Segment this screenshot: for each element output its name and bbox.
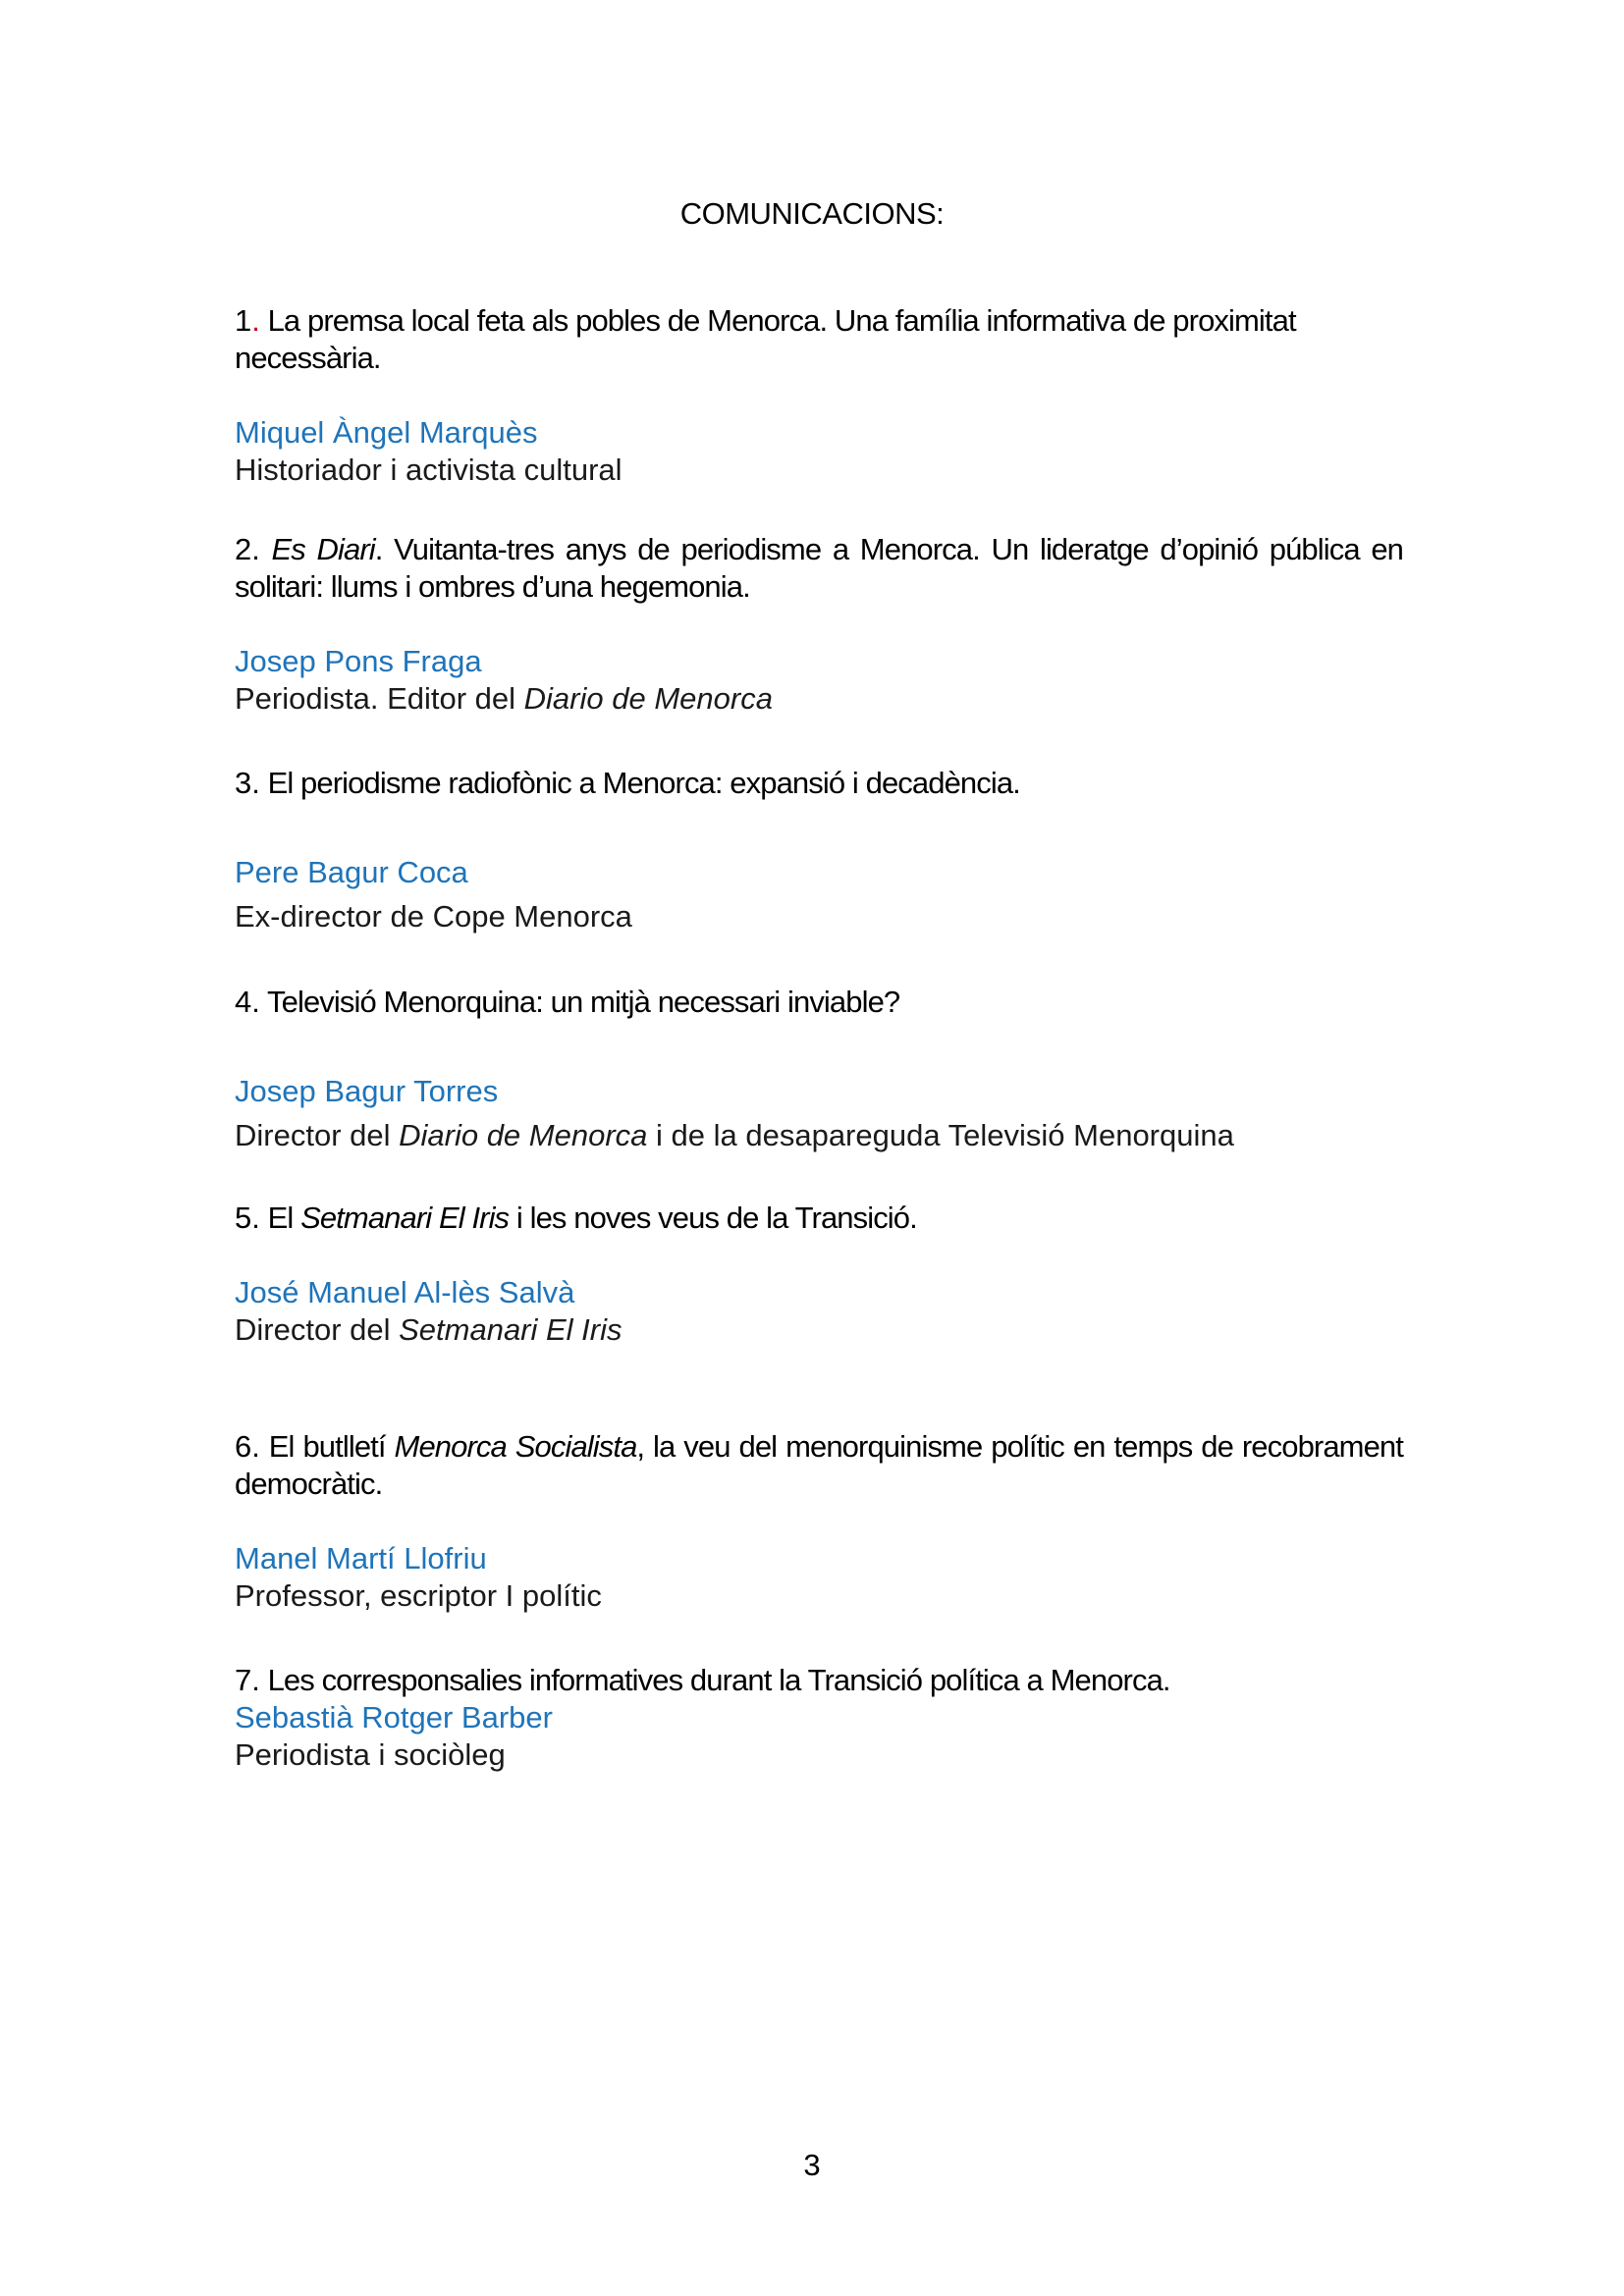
communication-item-5: [235, 1200, 1403, 1349]
item-number: 6.: [235, 1429, 260, 1464]
item-title: 7. Les corresponsalies informatives durant la Transició política a Menorca.: [235, 1663, 1170, 1697]
author-name: Josep Bagur Torres: [235, 1074, 499, 1108]
author-role: Historiador i activista cultural: [235, 453, 623, 487]
communication-item-6: [235, 1428, 1403, 1615]
item-number: 5.: [235, 1201, 260, 1235]
page-number: 3: [803, 2148, 821, 2182]
communication-item-3: [235, 765, 1403, 802]
communication-item-7: [235, 1662, 1403, 1774]
communication-item-4-role: [235, 1117, 1403, 1154]
communication-item-3-role: [235, 898, 1403, 935]
item-title: 4. Televisió Menorquina: un mitjà necessari inviable?: [235, 985, 900, 1019]
item-title: 5. El Setmanari El Iris i les noves veus de la Transició.: [235, 1201, 917, 1235]
communication-item-4-author: [235, 1073, 1403, 1110]
author-role: Director del Setmanari El Iris: [235, 1312, 623, 1347]
item-number: 1.: [235, 303, 260, 338]
section-heading: COMUNICACIONS:: [679, 196, 945, 231]
author-role: Professor, escriptor I polític: [235, 1578, 602, 1613]
author-name: Miquel Àngel Marquès: [235, 415, 538, 450]
communication-item-1: [235, 302, 1403, 489]
author-name: Pere Bagur Coca: [235, 855, 468, 889]
item-title: 1. La premsa local feta als pobles de Menorca. Una família informativa de proximitat necessària.: [235, 303, 1296, 375]
author-name: Manel Martí Llofriu: [235, 1541, 487, 1575]
communication-item-3-author: [235, 854, 1403, 891]
author-name: José Manuel Al-lès Salvà: [235, 1275, 575, 1309]
author-role: Director del Diario de Menorca i de la desapareguda Televisió Menorquina: [235, 1118, 1234, 1152]
item-number: 7.: [235, 1663, 260, 1697]
item-title: 3. El periodisme radiofònic a Menorca: expansió i decadència.: [235, 766, 1020, 800]
author-role: Periodista i sociòleg: [235, 1737, 506, 1772]
author-name: Josep Pons Fraga: [235, 644, 482, 678]
communication-item-4: [235, 984, 1403, 1021]
item-number: 4.: [235, 985, 260, 1019]
author-role: Periodista. Editor del Diario de Menorca: [235, 681, 773, 716]
item-number: 3.: [235, 766, 260, 800]
author-name: Sebastià Rotger Barber: [235, 1700, 553, 1735]
item-number: 2.: [235, 532, 260, 566]
item-title: 6. El butlletí Menorca Socialista, la veu del menorquinisme polític en temps de recobrament democràtic.: [235, 1429, 1403, 1501]
author-role: Ex-director de Cope Menorca: [235, 899, 632, 934]
communication-item-2: [235, 531, 1403, 718]
item-title: 2. Es Diari. Vuitanta-tres anys de periodisme a Menorca. Un lideratge d’opinió pública en solitari: llums i ombres d’una hegemonia.: [235, 532, 1403, 604]
